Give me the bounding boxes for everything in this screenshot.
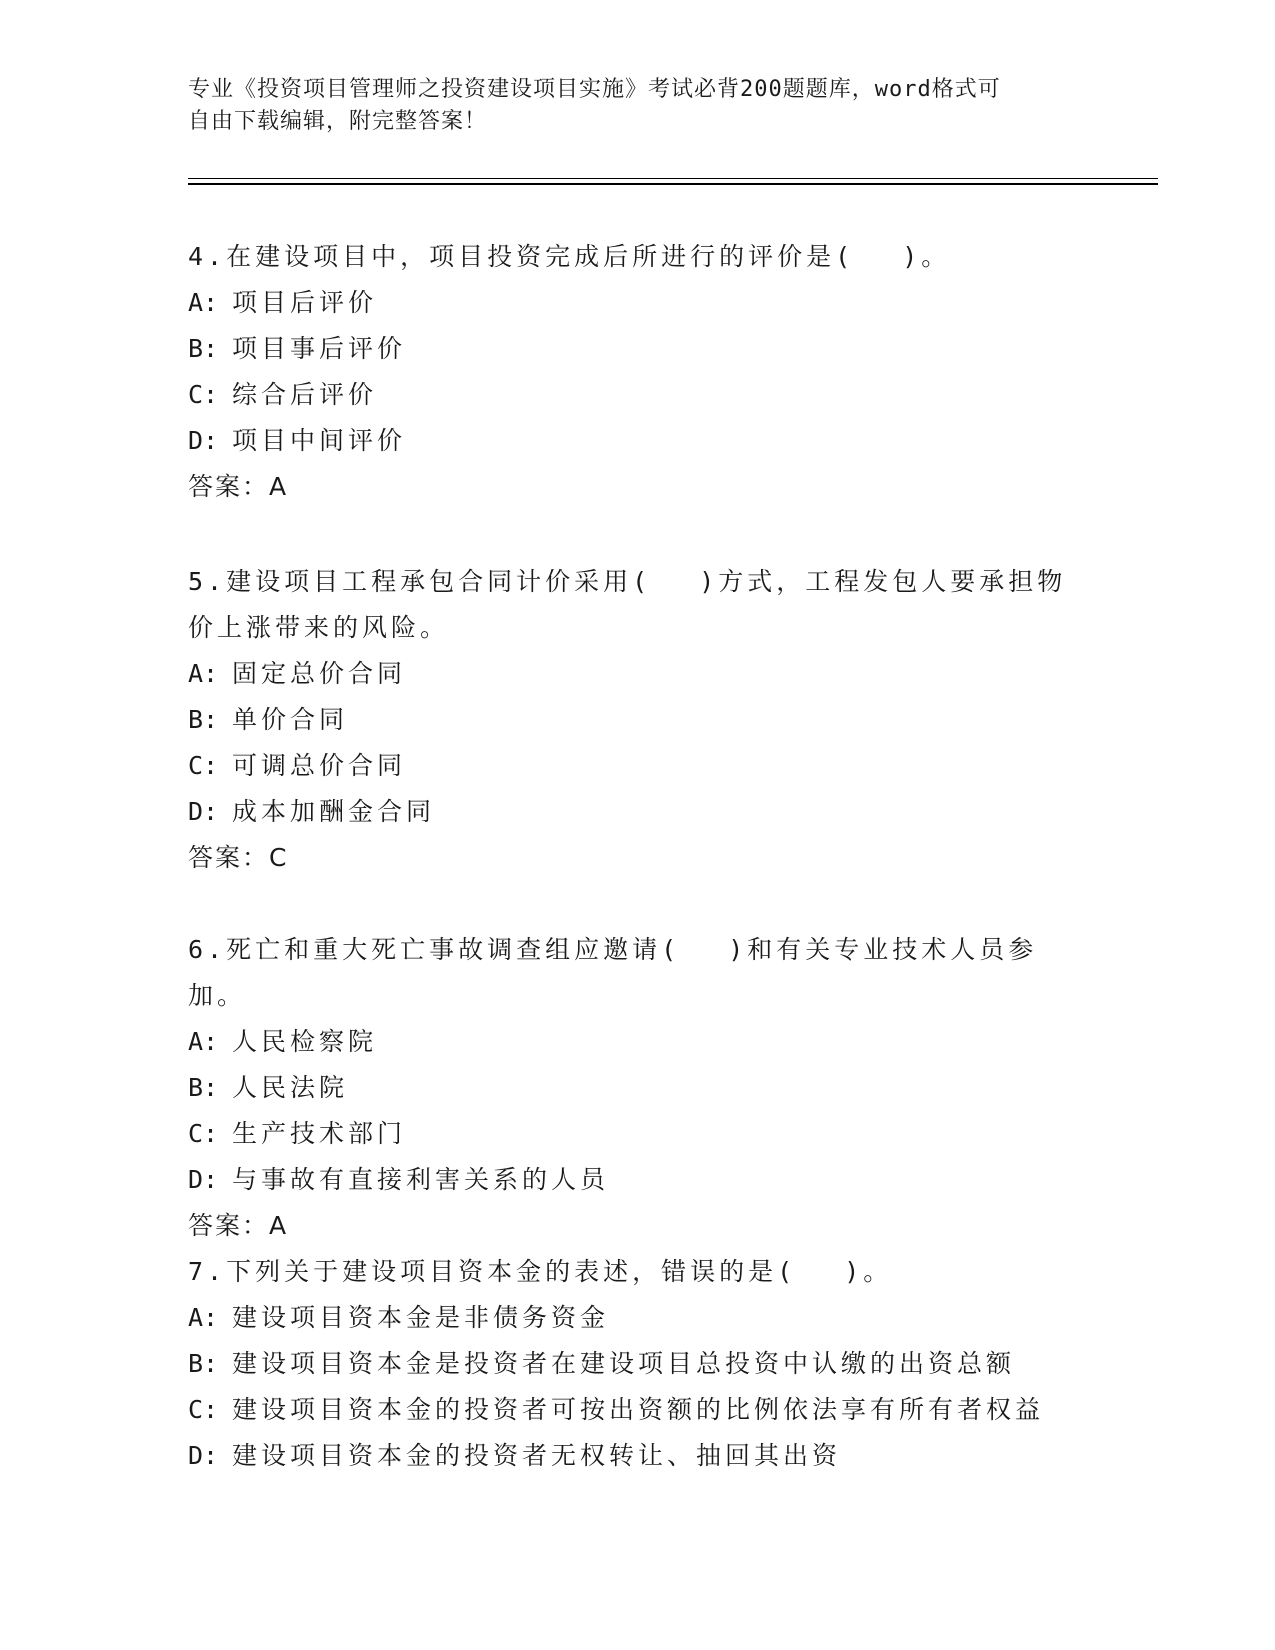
option-b	[188, 1341, 1088, 1387]
option-a	[188, 1295, 1088, 1341]
option-text: 项目后评价	[232, 288, 378, 317]
option-b	[188, 326, 1088, 372]
option-b	[188, 697, 1088, 743]
option-label: A:	[188, 1027, 219, 1056]
option-c	[188, 743, 1088, 789]
option-text: 建设项目资本金的投资者可按出资额的比例依法享有所有者权益	[232, 1395, 1045, 1424]
header-line-2: 自由下载编辑，附完整答案！	[188, 109, 488, 134]
option-d	[188, 1433, 1088, 1479]
option-d	[188, 789, 1088, 835]
question-stem: 4.在建设项目中，项目投资完成后所进行的评价是( )。	[188, 242, 951, 271]
answer: 答案：A	[188, 472, 289, 501]
question-stem: 7.下列关于建设项目资本金的表述，错误的是( )。	[188, 1257, 893, 1286]
option-label: B:	[188, 1349, 219, 1378]
option-text: 人民检察院	[232, 1027, 378, 1056]
question-6	[188, 927, 1088, 1249]
question-5	[188, 559, 1088, 881]
option-label: D:	[188, 1165, 219, 1194]
option-text: 综合后评价	[232, 380, 378, 409]
option-a	[188, 651, 1088, 697]
option-label: D:	[188, 1441, 219, 1470]
option-text: 建设项目资本金是非债务资金	[232, 1303, 610, 1332]
option-label: B:	[188, 705, 219, 734]
option-label: C:	[188, 380, 219, 409]
option-label: B:	[188, 1073, 219, 1102]
document-header	[188, 74, 1068, 138]
option-text: 建设项目资本金的投资者无权转让、抽回其出资	[232, 1441, 842, 1470]
header-divider-thin	[188, 178, 1158, 179]
option-label: C:	[188, 1395, 219, 1424]
option-text: 单价合同	[232, 705, 349, 734]
option-a	[188, 280, 1088, 326]
question-stem: 6.死亡和重大死亡事故调查组应邀请( )和有关专业技术人员参加。	[188, 935, 1038, 1010]
question-7	[188, 1249, 1088, 1479]
option-b	[188, 1065, 1088, 1111]
header-line-1: 专业《投资项目管理师之投资建设项目实施》考试必背200题题库，word格式可	[188, 77, 1001, 102]
question-4	[188, 234, 1088, 510]
option-d	[188, 418, 1088, 464]
option-text: 可调总价合同	[232, 751, 407, 780]
option-text: 与事故有直接利害关系的人员	[232, 1165, 610, 1194]
header-divider-thick	[188, 183, 1158, 185]
option-label: D:	[188, 797, 219, 826]
option-text: 成本加酬金合同	[232, 797, 436, 826]
option-label: A:	[188, 1303, 219, 1332]
option-text: 建设项目资本金是投资者在建设项目总投资中认缴的出资总额	[232, 1349, 1016, 1378]
option-d	[188, 1157, 1088, 1203]
option-a	[188, 1019, 1088, 1065]
option-label: D:	[188, 426, 219, 455]
option-label: B:	[188, 334, 219, 363]
answer: 答案：A	[188, 1211, 289, 1240]
option-text: 生产技术部门	[232, 1119, 407, 1148]
answer: 答案：C	[188, 843, 289, 872]
option-c	[188, 1387, 1088, 1433]
option-label: A:	[188, 659, 219, 688]
question-stem: 5.建设项目工程承包合同计价采用( )方式，工程发包人要承担物价上涨带来的风险。	[188, 567, 1067, 642]
option-c	[188, 372, 1088, 418]
option-text: 项目事后评价	[232, 334, 407, 363]
option-text: 固定总价合同	[232, 659, 407, 688]
option-text: 项目中间评价	[232, 426, 407, 455]
option-label: C:	[188, 1119, 219, 1148]
option-label: A:	[188, 288, 219, 317]
option-c	[188, 1111, 1088, 1157]
option-label: C:	[188, 751, 219, 780]
option-text: 人民法院	[232, 1073, 349, 1102]
